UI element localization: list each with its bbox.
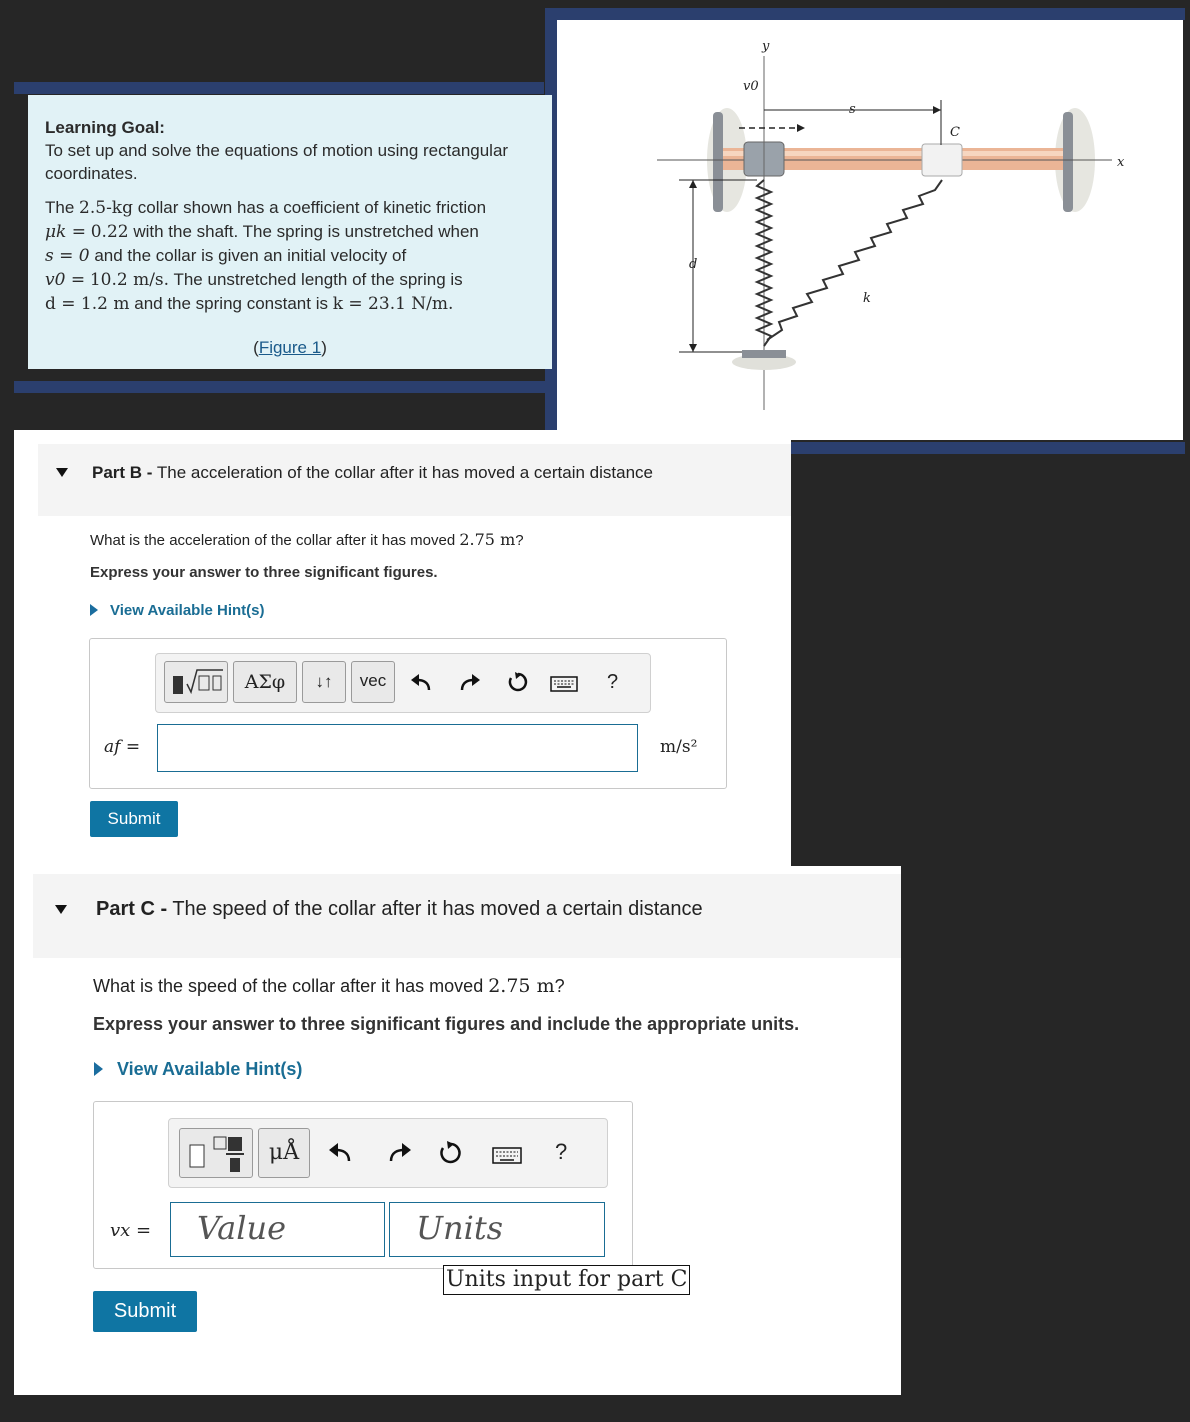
- reset-icon[interactable]: [437, 1139, 465, 1167]
- vec-button[interactable]: vec: [351, 661, 395, 703]
- learning-goal-panel: [28, 95, 552, 369]
- left-plate: [713, 112, 723, 212]
- part-b-question: What is the acceleration of the collar after it has moved 2.75 m?: [90, 530, 524, 549]
- goal-problem-text: The 2.5-kg collar shown has a coefficient of kinetic friction μk = 0.22 with the shaft. The spring is unstretched when s = 0 and the collar is given an initial velocity of v0 = 10.2 m/s. The unstretched length of the spring is d = 1.2 m and the spring constant is k = 23.1 N/m.: [45, 198, 487, 314]
- help-button[interactable]: ?: [607, 671, 619, 693]
- part-c-hint-link[interactable]: View Available Hint(s): [117, 1059, 303, 1079]
- keyboard-icon[interactable]: [492, 1147, 522, 1165]
- part-b-submit-button[interactable]: Submit: [90, 801, 178, 837]
- collar-figure: [557, 20, 1183, 440]
- subscript-button[interactable]: ↓↑: [302, 661, 346, 703]
- part-c-value-input[interactable]: Value: [170, 1202, 385, 1257]
- undo-icon[interactable]: [409, 672, 433, 694]
- label-x: x: [1117, 155, 1125, 170]
- figure-panel: [557, 20, 1183, 440]
- part-c-title[interactable]: Part C - The speed of the collar after it has moved a certain distance: [96, 898, 703, 920]
- right-plate: [1063, 112, 1073, 212]
- figure-link[interactable]: Figure 1: [258, 338, 322, 357]
- undo-icon[interactable]: [327, 1141, 353, 1165]
- fraction-template-button[interactable]: [179, 1128, 253, 1178]
- label-v0: v0: [743, 79, 759, 94]
- reset-icon[interactable]: [506, 670, 530, 694]
- help-button[interactable]: ?: [555, 1139, 568, 1164]
- part-b-collapse-icon[interactable]: [56, 468, 68, 477]
- figure-link-line: (Figure 1): [253, 338, 327, 357]
- part-c-question: What is the speed of the collar after it has moved 2.75 m?: [93, 975, 565, 997]
- collar-c: [922, 144, 962, 176]
- keyboard-icon[interactable]: [550, 676, 578, 692]
- units-tooltip: Units input for part C: [443, 1265, 690, 1295]
- part-c-units-input[interactable]: Units: [389, 1202, 605, 1257]
- mid-bar-right: [790, 442, 1185, 454]
- part-b-toolbar: [155, 653, 651, 713]
- mid-bar-left: [14, 381, 545, 393]
- fraction-template-icon: [180, 1129, 252, 1177]
- part-b-var-label: af =: [104, 737, 141, 757]
- part-c-submit-button[interactable]: Submit: [93, 1291, 197, 1332]
- goal-intro: To set up and solve the equations of motion using rectangular coordinates.: [45, 141, 509, 183]
- label-s: s: [849, 102, 856, 117]
- goal-heading: Learning Goal:: [45, 118, 165, 137]
- template-icon: [165, 662, 227, 702]
- redo-icon[interactable]: [387, 1141, 413, 1165]
- part-c-hint-arrow-icon[interactable]: [94, 1062, 103, 1076]
- top-bar-left: [14, 82, 544, 94]
- part-b-unit: m/s²: [660, 737, 698, 757]
- part-c-instruction: Express your answer to three significant figures and include the appropriate units.: [93, 1014, 800, 1034]
- greek-button[interactable]: ΑΣφ: [233, 661, 297, 703]
- label-c: C: [950, 125, 960, 140]
- top-bar-right: [545, 8, 1185, 20]
- units-button[interactable]: μÅ: [258, 1128, 310, 1178]
- part-c-collapse-icon[interactable]: [55, 905, 67, 914]
- label-d: d: [689, 257, 698, 272]
- label-y: y: [762, 39, 770, 54]
- base-plate: [742, 350, 786, 358]
- spring-stretched: [767, 180, 942, 340]
- part-b-instruction: Express your answer to three significant figures.: [90, 564, 438, 581]
- template-button[interactable]: [164, 661, 228, 703]
- part-c-toolbar: [168, 1118, 608, 1188]
- part-b-hint-arrow-icon[interactable]: [90, 604, 98, 616]
- part-c-var-label: vx =: [110, 1220, 152, 1241]
- redo-icon[interactable]: [458, 672, 482, 694]
- label-k: k: [863, 291, 871, 306]
- part-b-answer-input[interactable]: [157, 724, 638, 772]
- part-b-hint-link[interactable]: View Available Hint(s): [110, 602, 265, 619]
- part-b-title[interactable]: Part B - The acceleration of the collar after it has moved a certain distance: [92, 463, 653, 482]
